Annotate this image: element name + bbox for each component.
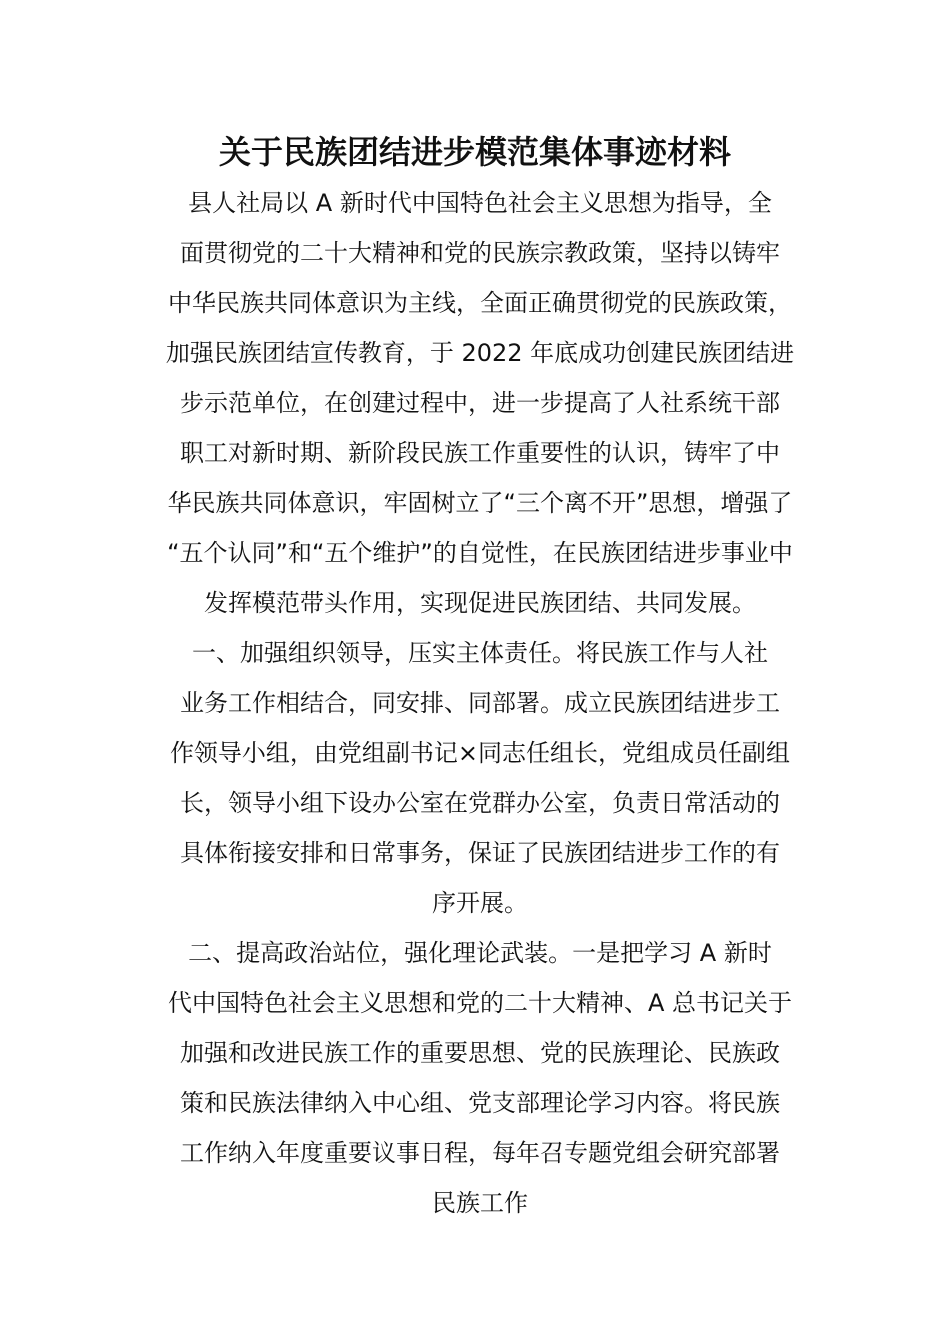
- document-body: [140, 178, 820, 1228]
- document-title: 关于民族团结进步模范集体事迹材料: [218, 133, 731, 171]
- body-line-5: 步示范单位，在创建过程中，进一步提高了人社系统干部: [180, 389, 780, 417]
- body-line-21: 民族工作: [432, 1189, 528, 1217]
- body-line-18: 加强和改进民族工作的重要思想、党的民族理论、民族政: [180, 1039, 780, 1067]
- body-line-2: 面贯彻党的二十大精神和党的民族宗教政策，坚持以铸牢: [180, 239, 780, 267]
- body-line-12: 作领导小组，由党组副书记×同志任组长，党组成员任副组: [169, 739, 791, 767]
- body-line-1: 县人社局以 A 新时代中国特色社会主义思想为指导，全: [188, 189, 772, 217]
- body-line-15: 序开展。: [432, 889, 528, 917]
- body-line-17: 代中国特色社会主义思想和党的二十大精神、A 总书记关于: [167, 989, 793, 1017]
- body-line-3: 中华民族共同体意识为主线，全面正确贯彻党的民族政策，: [168, 289, 792, 317]
- body-line-14: 具体衔接安排和日常事务，保证了民族团结进步工作的有: [180, 839, 780, 867]
- body-line-9: 发挥模范带头作用，实现促进民族团结、共同发展。: [204, 589, 756, 617]
- body-line-20: 工作纳入年度重要议事日程，每年召专题党组会研究部署: [180, 1139, 780, 1167]
- body-line-4: 加强民族团结宣传教育，于 2022 年底成功创建民族团结进: [165, 339, 795, 367]
- body-line-19: 策和民族法律纳入中心组、党支部理论学习内容。将民族: [180, 1089, 780, 1117]
- body-line-10: 一、加强组织领导，压实主体责任。将民族工作与人社: [192, 639, 768, 667]
- body-line-11: 业务工作相结合，同安排、同部署。成立民族团结进步工: [180, 689, 780, 717]
- body-line-13: 长，领导小组下设办公室在党群办公室，负责日常活动的: [180, 789, 780, 817]
- body-line-8: “五个认同”和“五个维护”的自觉性，在民族团结进步事业中: [167, 539, 793, 567]
- body-line-16: 二、提高政治站位，强化理论武装。一是把学习 A 新时: [188, 939, 772, 967]
- body-line-7: 华民族共同体意识，牢固树立了“三个离不开”思想，增强了: [167, 489, 793, 517]
- body-line-6: 职工对新时期、新阶段民族工作重要性的认识，铸牢了中: [180, 439, 780, 467]
